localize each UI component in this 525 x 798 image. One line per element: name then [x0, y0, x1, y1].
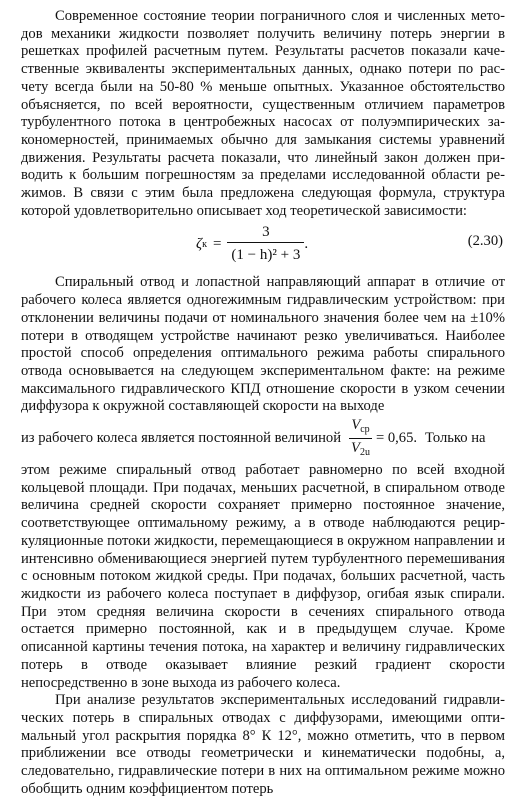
- paragraph-flow-regimes: этом режиме спиральный отвод работает равномерно по всей входной кольцевой площади. При подачах, меньших расчетной, в спиральном отводе величина средней скорости сохраняет примерно постоянное значение, соответствующее оптимальному режиму, а в отводе наблюдаются рециркуляционные потоки жидкости, перемещающиеся в окружном направлении и интенсивно обменивающиеся энергией путем турбулентного перемешивания с основным потоком жидкой среды. При подачах, больших расчетной, часть жидкости из рабочего колеса поступает в диффузор, огибая язык спирали. При этом средняя величина скорости в сечениях спирального отвода остается примерно постоянной, как и в предыдущем случае. Кроме описанной картины течения потока, на характер и величину гидравлических потерь в отводе оказывает влияние резкий градиент скорости непосредственно в зоне выхода из рабочего колеса.: [21, 462, 505, 691]
- formula-fraction: [227, 223, 304, 265]
- paragraph-spiral-casing: Спиральный отвод и лопастной направляющий аппарат в отличие от рабочего колеса является одноrежимным гидравлическим устройством: при отклонении величины подачи от номинального значения более чем на ±10% потери в отводящем устройстве начинают резко увеличиваться. Наиболее простой способ определения оптимального режима работы спирального отвода основывается на следующем экспериментальном факте: на режиме максимального гидравлического КПД отношение скорости в узком сечении диффузора к окружной составляющей скорости на выходе: [21, 274, 505, 415]
- velocity-ratio-line: [21, 416, 505, 462]
- formula-end-dot: .: [304, 235, 309, 252]
- formula-lhs-subscript: к: [202, 238, 207, 250]
- formula-denominator: (1 − h)² + 3: [227, 242, 304, 265]
- numerator-subscript: ср: [360, 423, 370, 435]
- formula-equals: =: [212, 235, 222, 252]
- formula-2-30: [21, 221, 505, 271]
- formula-body: [196, 223, 308, 265]
- velocity-ratio-value: = 0,65.: [375, 430, 418, 447]
- paragraph-boundary-layer: Современное состояние теории пограничного слоя и численных методов механики жидкости позволяет получить величину потерь энергии в решетках профилей расчетным путем. Результаты расчетов показали качественные эквиваленты экспериментальных данных, однако потери по расчету всегда были на 50-80 % меньше опытных. Указанное обстоятельство объясняется, по всей вероятности, существенным отличием параметров турбулентного потока в центробежных насосах от полуэмпирических закономерностей, принимаемых обычно для замыкания системы уравнений движения. Результаты расчета показали, что линейный закон должен приводить к большим погрешностям за пределами исследованной области режимов. В связи с этим была предложена следующая формула, структура которой удовлетворительно описывает ход теоретической зависимости:: [21, 8, 505, 219]
- velocity-ratio-fraction: [349, 417, 372, 462]
- velocity-ratio-text-before: из рабочего колеса является постоянной величиной: [21, 430, 342, 447]
- denominator-subscript: 2u: [359, 446, 370, 458]
- velocity-ratio-denominator: [349, 438, 372, 462]
- formula-lhs: ζ: [196, 235, 203, 252]
- velocity-ratio-text-after: Только на: [425, 430, 486, 447]
- velocity-ratio-numerator: [349, 417, 371, 438]
- numerator-symbol: V: [351, 416, 361, 433]
- formula-numerator: 3: [262, 224, 270, 241]
- paragraph-diffuser-analysis: При анализе результатов экспериментальных исследований гидравлических потерь в спиральных отводах с диффузорами, имеющими оптимальный угол раскрытия порядка 8° К 12°, можно отметить, что в первом приближении все отводы геометрически и кинематически подобны, а, следовательно, гидравлические потери в них на оптимальном режиме можно обобщить одним коэффициентом потерь: [21, 692, 505, 797]
- equation-number: (2.30): [467, 233, 503, 250]
- denominator-symbol: V: [351, 439, 360, 456]
